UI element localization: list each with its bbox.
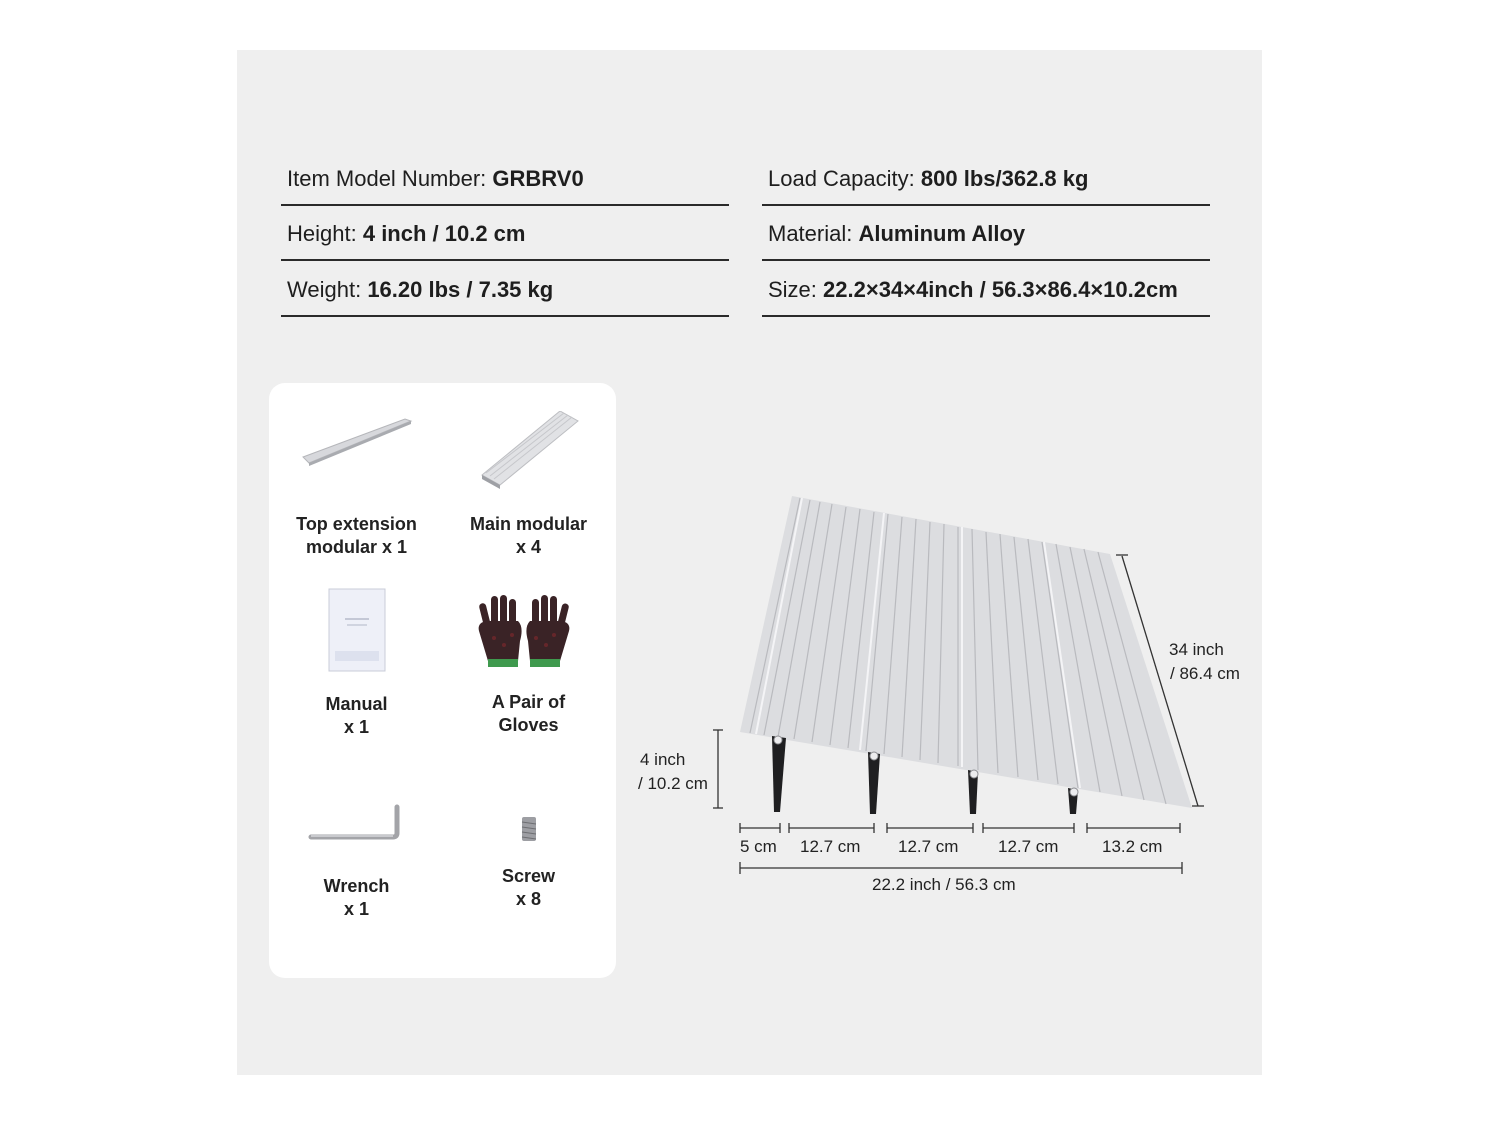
height-dimension-line — [713, 730, 723, 808]
segment-label-1: 5 cm — [740, 837, 777, 856]
top-extension-icon — [297, 411, 417, 471]
part-gloves: A Pair of Gloves — [441, 593, 616, 737]
part-wrench: Wrench x 1 — [269, 803, 444, 921]
screw-icon — [517, 815, 541, 843]
package-contents-card — [269, 383, 616, 978]
segment-label-4: 12.7 cm — [998, 837, 1059, 856]
total-width-label: 22.2 inch / 56.3 cm — [872, 875, 1016, 894]
product-spec-panel — [237, 50, 1262, 1075]
segment-label-2: 12.7 cm — [800, 837, 861, 856]
height-cm-label: / 10.2 cm — [638, 774, 708, 793]
spec-weight: Weight: 16.20 lbs / 7.35 kg — [281, 263, 729, 317]
wrench-icon — [307, 803, 407, 849]
depth-inch-label: 34 inch — [1169, 640, 1224, 659]
height-inch-label: 4 inch — [640, 750, 686, 769]
depth-cm-label: / 86.4 cm — [1170, 664, 1240, 683]
part-top-extension: Top extension modular x 1 — [269, 411, 444, 559]
segment-label-3: 12.7 cm — [898, 837, 959, 856]
part-screw: Screw x 8 — [441, 815, 616, 911]
spec-model-number: Item Model Number: GRBRV0 — [281, 152, 729, 206]
manual-icon — [327, 587, 387, 673]
part-main-modular: Main modular x 4 — [441, 411, 616, 559]
segment-label-5: 13.2 cm — [1102, 837, 1163, 856]
part-manual: Manual x 1 — [269, 587, 444, 739]
main-modular-icon — [474, 411, 584, 491]
spec-load-capacity: Load Capacity: 800 lbs/362.8 kg — [762, 152, 1210, 206]
total-width-dimension-line — [740, 862, 1182, 874]
spec-size: Size: 22.2×34×4inch / 56.3×86.4×10.2cm — [762, 263, 1210, 317]
spec-height: Height: 4 inch / 10.2 cm — [281, 207, 729, 261]
segment-dimension-lines — [740, 823, 1180, 833]
ramp-dimension-diagram — [632, 490, 1262, 970]
spec-material: Material: Aluminum Alloy — [762, 207, 1210, 261]
gloves-icon — [474, 593, 584, 671]
